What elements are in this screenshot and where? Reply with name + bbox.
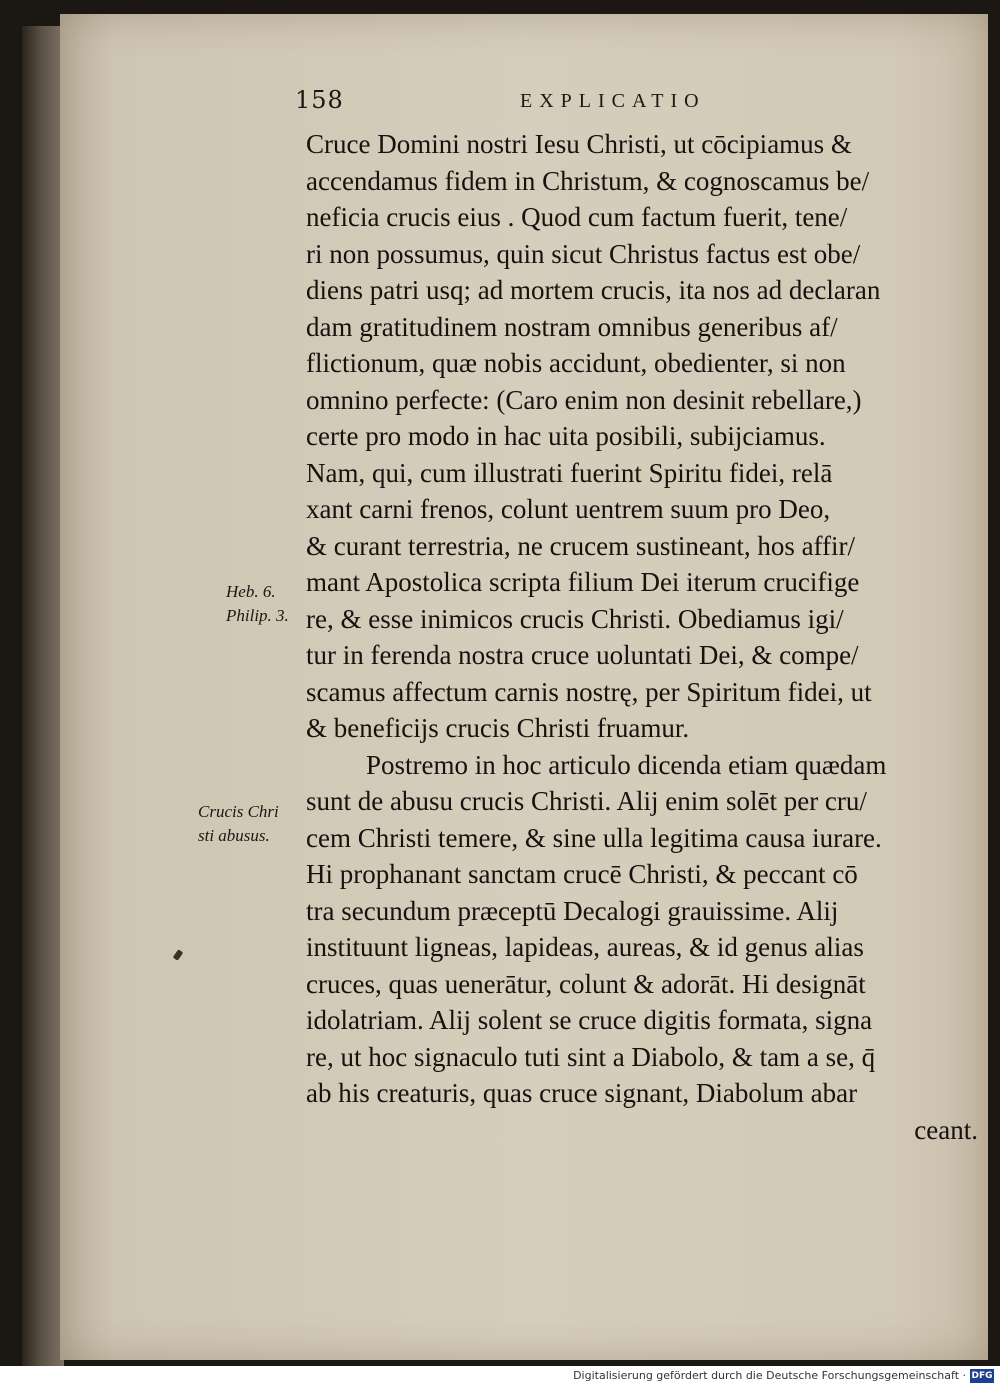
running-head: EXPLICATIO [520,90,706,112]
text-line: mant Apostolica scripta filium Dei iterum crucifige [306,567,860,597]
text-line: idolatriam. Alij solent se cruce digitis formata, signa [306,1005,873,1035]
text-line: Hi prophanant sanctam crucē Christi, & peccant cō [306,859,858,889]
text-line: instituunt ligneas, lapideas, aureas, & id genus alias [306,932,864,962]
text-line: & beneficijs crucis Christi fruamur. [306,713,690,743]
text-line: re, & esse inimicos crucis Christi. Obediamus igi/ [306,603,844,634]
text-line: Postremo in hoc articulo dicenda etiam quædam [366,749,887,780]
text-line: cem Christi temere, & sine ulla legitima causa iurare. [306,822,882,853]
text-line: tur in ferenda nostra cruce uoluntati Dei, & compe/ [306,640,859,670]
margin-note-line: Heb. 6. [226,582,276,601]
text-line: ri non possumus, quin sicut Christus factus est obe/ [306,238,861,269]
book-edge [22,26,64,1366]
footer-bar [0,1366,1000,1388]
catchword-line: ceant. [914,1114,978,1145]
text-line: cruces, quas uenerātur, colunt & adorāt. Hi designāt [306,968,866,999]
text-line: neficia crucis eius . Quod cum factum fuerit, tene/ [306,202,848,232]
text-line: scamus affectum carnis nostrę, per Spiritum fidei, ut [306,676,872,707]
text-line: dam gratitudinem nostram omnibus generibus af/ [306,311,838,342]
text-line: omnino perfecte: (Caro enim non desinit rebellare,) [306,384,862,415]
text-line: xant carni frenos, colunt uentrem suum pro Deo, [306,494,831,524]
text-line: Cruce Domini nostri Iesu Christi, ut cōcipiamus & [306,129,852,159]
text-line: tra secundum præceptū Decalogi grauissime. Alij [306,895,839,926]
margin-note-abuse [198,800,279,848]
text-line: flictionum, quæ nobis accidunt, obedienter, si non [306,348,846,378]
text-line: diens patri usq; ad mortem crucis, ita nos ad declaran [306,275,881,305]
dfg-logo-icon: DFG [971,1371,993,1381]
margin-note-line: sti abusus. [198,826,270,845]
margin-note-references [226,580,289,628]
text-line: Nam, qui, cum illustrati fuerint Spiritu fidei, relā [306,457,833,488]
margin-note-line: Crucis Chri [198,802,279,821]
margin-note-line: Philip. 3. [226,606,289,625]
text-line: ab his creaturis, quas cruce signant, Diabolum abar [306,1078,858,1108]
funding-credit: Digitalisierung gefördert durch die Deutsche Forschungsgemeinschaft · [573,1369,966,1382]
text-line: re, ut hoc signaculo tuti sint a Diabolo, & tam a se, q̄ [306,1041,876,1072]
text-line: & curant terrestria, ne crucem sustineant, hos affir/ [306,530,856,561]
page-number: 158 [295,86,344,114]
body-text [306,126,978,1148]
text-line: certe pro modo in hac uita posibili, subijciamus. [306,421,826,451]
text-line: sunt de abusu crucis Christi. Alij enim solēt per cru/ [306,786,867,816]
text-line: accendamus fidem in Christum, & cognoscamus be/ [306,165,870,196]
